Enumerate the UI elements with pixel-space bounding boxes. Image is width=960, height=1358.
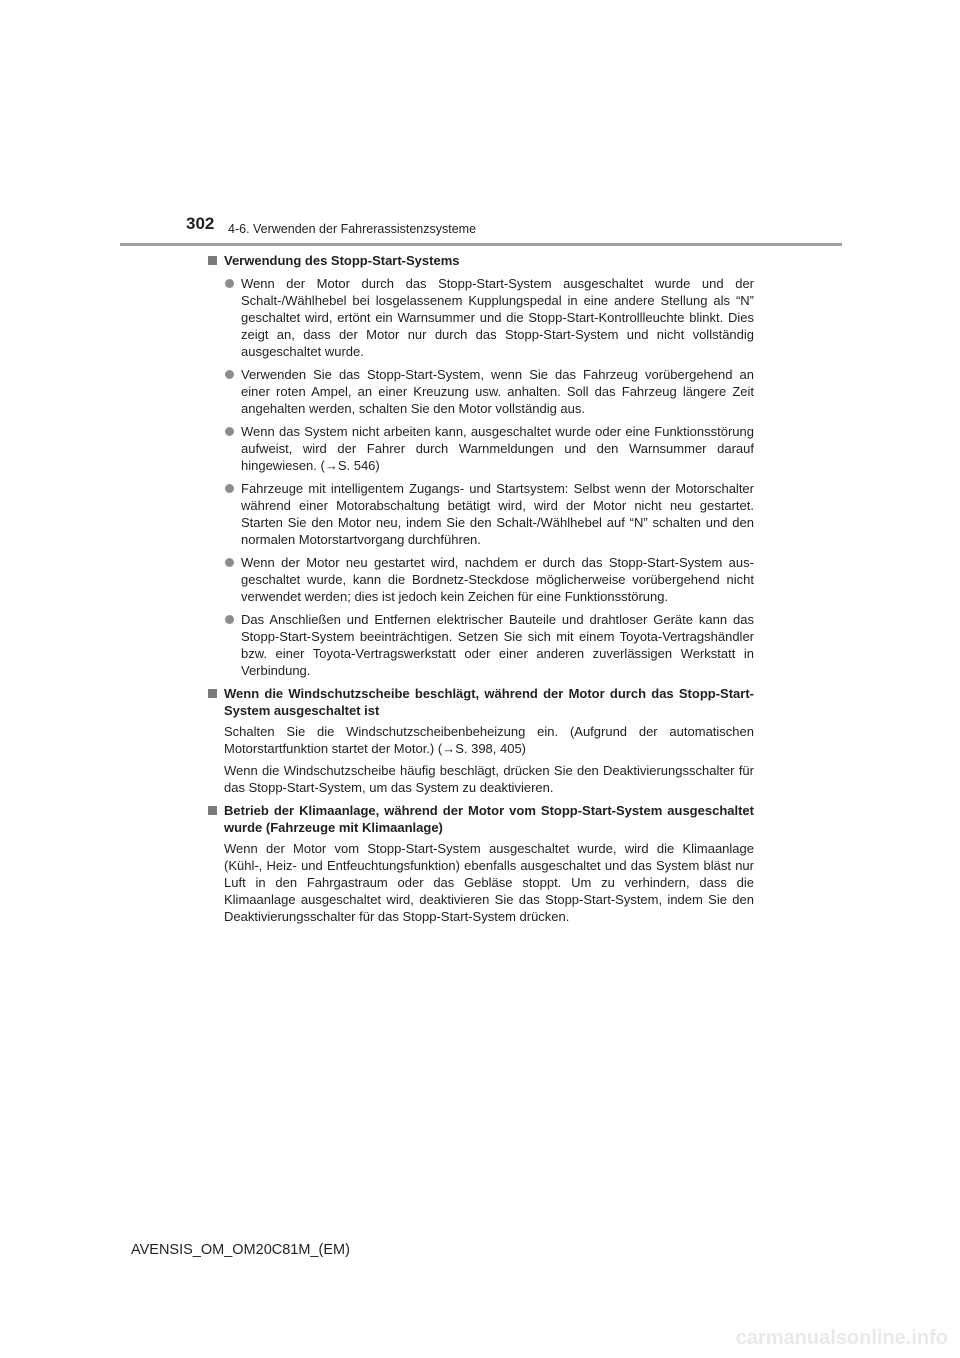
bullet-item [208, 480, 754, 548]
section-heading-text: Betrieb der Klimaanlage, während der Motor vom Stopp-Start-System ausgeschaltet wurde (Fahrzeuge mit Klimaanlage) [224, 803, 754, 835]
watermark: carmanualsonline.info [735, 1327, 948, 1349]
paragraph: Wenn der Motor vom Stopp-Start-System ausgeschaltet wurde, wird die Klimaanlage (Kühl-, Heiz- und Entfeuchtungsfunktion) ebenfalls ausgeschaltet und das System bläst nur Luft in den Fahrgastraum oder das Gebläse stoppt. Um zu verhindern, dass die Klimaanlage ausgeschaltet wird, deaktivieren Sie das Stopp-Start-System, indem Sie den Deaktivierungsschalter für das Stopp-Start-System drücken. [224, 841, 754, 924]
circle-bullet-icon [225, 427, 234, 436]
section-heading [208, 802, 754, 836]
bullet-text: Verwenden Sie das Stopp-Start-System, wenn Sie das Fahrzeug vorübergehend an einer roten Ampel, an einer Kreuzung usw. anhalten. Soll das Fahrzeug längere Zeit angehalten werden, schalten Sie den Motor vollständig aus. [241, 367, 754, 416]
paragraph: Wenn die Windschutzscheibe häufig beschlägt, drücken Sie den Deaktivierungsschalter für das Stopp-Start-System, um das System zu deaktivieren. [224, 763, 754, 795]
circle-bullet-icon [225, 370, 234, 379]
circle-bullet-icon [225, 615, 234, 624]
paragraph: Schalten Sie die Windschutzscheibenbeheizung ein. (Aufgrund der automatischen Motorstartfunktion startet der Motor.) (→S. 398, 405) [224, 724, 754, 756]
content-body [208, 252, 754, 925]
square-bullet-icon [208, 256, 217, 265]
circle-bullet-icon [225, 558, 234, 567]
bullet-text: Wenn der Motor neu gestartet wird, nachdem er durch das Stopp-Start-System ausgeschaltet wurde, kann die Bordnetz-Steckdose möglicherweise vorübergehend nicht verwendet werden; dies ist jedoch kein Zeichen für eine Funktionsstörung. [241, 555, 754, 604]
section-windshield-fogging [208, 685, 754, 796]
circle-bullet-icon [225, 279, 234, 288]
circle-bullet-icon [225, 484, 234, 493]
section-heading [208, 252, 754, 269]
bullet-item [208, 366, 754, 417]
bullet-text: Wenn der Motor durch das Stopp-Start-System ausgeschaltet wurde und der Schalt-/Wählhebel bei losgelassenem Kupplungspedal in eine andere Stellung als “N” geschaltet wird, ertönt ein Warnsummer und die Stopp-Start-Kontrollleuchte blinkt. Dies zeigt an, dass der Motor nur durch das Stopp-Start-System und nicht vollständig ausgeschaltet wurde. [241, 276, 754, 359]
bullet-item [208, 423, 754, 474]
section-heading-text: Wenn die Windschutzscheibe beschlägt, während der Motor durch das Stopp-Start-System ausgeschaltet ist [224, 686, 754, 718]
section-heading [208, 685, 754, 719]
section-air-conditioning [208, 802, 754, 925]
bullet-text: Wenn das System nicht arbeiten kann, ausgeschaltet wurde oder eine Funktionsstörung aufweist, wird der Fahrer durch Warnmeldungen und den Warnsummer darauf hingewiesen. (→S. 546) [241, 424, 754, 473]
section-heading-text: Verwendung des Stopp-Start-Systems [224, 253, 460, 268]
header-rule [120, 243, 842, 246]
page-number: 302 [186, 214, 215, 233]
square-bullet-icon [208, 689, 217, 698]
section-stop-start-usage [208, 252, 754, 679]
square-bullet-icon [208, 806, 217, 815]
bullet-item [208, 611, 754, 679]
bullet-item [208, 554, 754, 605]
bullet-text: Fahrzeuge mit intelligentem Zugangs- und Startsystem: Selbst wenn der Motorschalter während einer Motorabschaltung betätigt wird, wird der Motor nicht neu gestartet. Starten Sie den Motor neu, indem Sie den Schalt-/Wählhebel auf “N” schalten und den normalen Motorstartvorgang durchführen. [241, 481, 754, 547]
chapter-title: 4-6. Verwenden der Fahrerassistenzsysteme [228, 222, 477, 236]
bullet-text: Das Anschließen und Entfernen elektrischer Bauteile und drahtloser Geräte kann das Stopp-Start-System beeinträchtigen. Setzen Sie sich mit einem Toyota-Vertragshändler bzw. einer Toyota-Vertragswerkstatt oder einer anderen zuverlässigen Werkstatt in Verbindung. [241, 612, 754, 678]
bullet-item [208, 275, 754, 360]
document-code: AVENSIS_OM_OM20C81M_(EM) [131, 1242, 350, 1258]
